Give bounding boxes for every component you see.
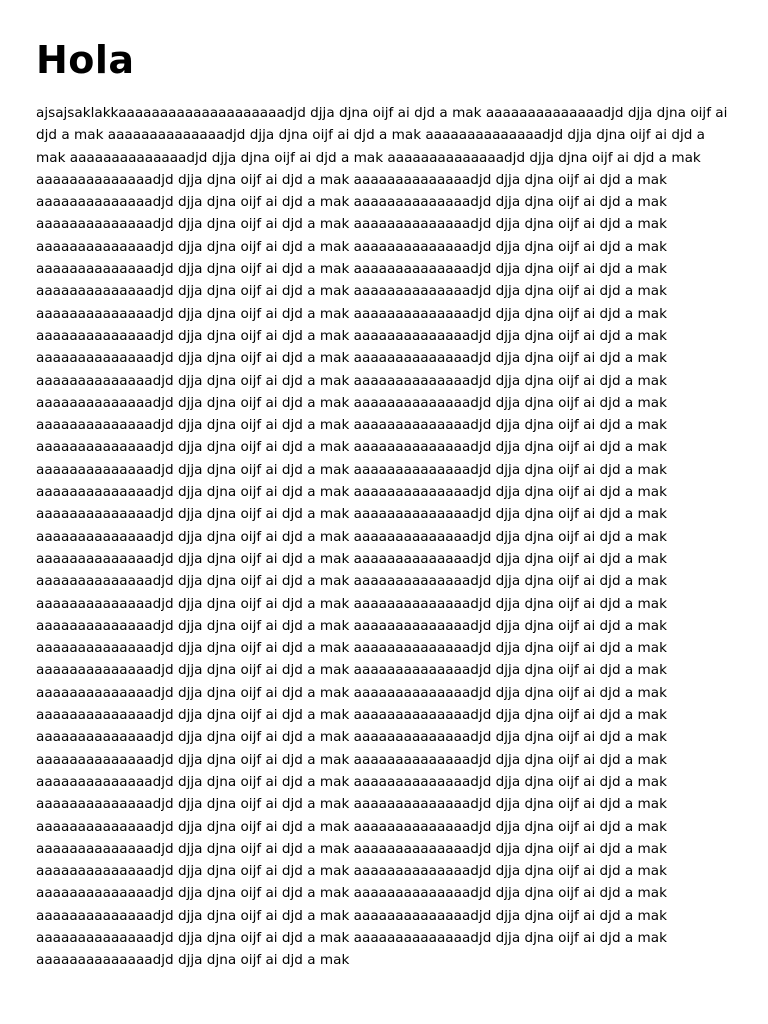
document-page: [36, 34, 736, 972]
document-body-text: ajsajsaklakkaaaaaaaaaaaaaaaaaaaadjd djja djna oijf ai djd a mak aaaaaaaaaaaaaadjd djja djna oijf ai djd a mak aaaaaaaaaaaaaadjd djja djna oijf ai djd a mak aaaaaaaaaaaaaadjd djja djna oijf ai djd a mak aaaaaaaaaaaaaadjd djja djna oijf ai djd a mak aaaaaaaaaaaaaadjd djja djna oijf ai djd a mak aaaaaaaaaaaaaadjd djja djna oijf ai djd a mak aaaaaaaaaaaaaadjd djja djna oijf ai djd a mak aaaaaaaaaaaaaadjd djja djna oijf ai djd a mak aaaaaaaaaaaaaadjd djja djna oijf ai djd a mak aaaaaaaaaaaaaadjd djja djna oijf ai djd a mak aaaaaaaaaaaaaadjd djja djna oijf ai djd a mak aaaaaaaaaaaaaadjd djja djna oijf ai djd a mak aaaaaaaaaaaaaadjd djja djna oijf ai djd a mak aaaaaaaaaaaaaadjd djja djna oijf ai djd a mak aaaaaaaaaaaaaadjd djja djna oijf ai djd a mak aaaaaaaaaaaaaadjd djja djna oijf ai djd a mak aaaaaaaaaaaaaadjd djja djna oijf ai djd a mak aaaaaaaaaaaaaadjd djja djna oijf ai djd a mak aaaaaaaaaaaaaadjd djja djna oijf ai djd a mak aaaaaaaaaaaaaadjd djja djna oijf ai djd a mak aaaaaaaaaaaaaadjd djja djna oijf ai djd a mak aaaaaaaaaaaaaadjd djja djna oijf ai djd a mak aaaaaaaaaaaaaadjd djja djna oijf ai djd a mak aaaaaaaaaaaaaadjd djja djna oijf ai djd a mak aaaaaaaaaaaaaadjd djja djna oijf ai djd a mak aaaaaaaaaaaaaadjd djja djna oijf ai djd a mak aaaaaaaaaaaaaadjd djja djna oijf ai djd a mak aaaaaaaaaaaaaadjd djja djna oijf ai djd a mak aaaaaaaaaaaaaadjd djja djna oijf ai djd a mak aaaaaaaaaaaaaadjd djja djna oijf ai djd a mak aaaaaaaaaaaaaadjd djja djna oijf ai djd a mak aaaaaaaaaaaaaadjd djja djna oijf ai djd a mak aaaaaaaaaaaaaadjd djja djna oijf ai djd a mak aaaaaaaaaaaaaadjd djja djna oijf ai djd a mak aaaaaaaaaaaaaadjd djja djna oijf ai djd a mak aaaaaaaaaaaaaadjd djja djna oijf ai djd a mak aaaaaaaaaaaaaadjd djja djna oijf ai djd a mak aaaaaaaaaaaaaadjd djja djna oijf ai djd a mak aaaaaaaaaaaaaadjd djja djna oijf ai djd a mak aaaaaaaaaaaaaadjd djja djna oijf ai djd a mak aaaaaaaaaaaaaadjd djja djna oijf ai djd a mak aaaaaaaaaaaaaadjd djja djna oijf ai djd a mak aaaaaaaaaaaaaadjd djja djna oijf ai djd a mak aaaaaaaaaaaaaadjd djja djna oijf ai djd a mak aaaaaaaaaaaaaadjd djja djna oijf ai djd a mak aaaaaaaaaaaaaadjd djja djna oijf ai djd a mak aaaaaaaaaaaaaadjd djja djna oijf ai djd a mak aaaaaaaaaaaaaadjd djja djna oijf ai djd a mak aaaaaaaaaaaaaadjd djja djna oijf ai djd a mak aaaaaaaaaaaaaadjd djja djna oijf ai djd a mak aaaaaaaaaaaaaadjd djja djna oijf ai djd a mak aaaaaaaaaaaaaadjd djja djna oijf ai djd a mak aaaaaaaaaaaaaadjd djja djna oijf ai djd a mak aaaaaaaaaaaaaadjd djja djna oijf ai djd a mak aaaaaaaaaaaaaadjd djja djna oijf ai djd a mak aaaaaaaaaaaaaadjd djja djna oijf ai djd a mak aaaaaaaaaaaaaadjd djja djna oijf ai djd a mak aaaaaaaaaaaaaadjd djja djna oijf ai djd a mak aaaaaaaaaaaaaadjd djja djna oijf ai djd a mak aaaaaaaaaaaaaadjd djja djna oijf ai djd a mak aaaaaaaaaaaaaadjd djja djna oijf ai djd a mak aaaaaaaaaaaaaadjd djja djna oijf ai djd a mak aaaaaaaaaaaaaadjd djja djna oijf ai djd a mak aaaaaaaaaaaaaadjd djja djna oijf ai djd a mak aaaaaaaaaaaaaadjd djja djna oijf ai djd a mak aaaaaaaaaaaaaadjd djja djna oijf ai djd a mak aaaaaaaaaaaaaadjd djja djna oijf ai djd a mak aaaaaaaaaaaaaadjd djja djna oijf ai djd a mak aaaaaaaaaaaaaadjd djja djna oijf ai djd a mak aaaaaaaaaaaaaadjd djja djna oijf ai djd a mak aaaaaaaaaaaaaadjd djja djna oijf ai djd a mak aaaaaaaaaaaaaadjd djja djna oijf ai djd a mak aaaaaaaaaaaaaadjd djja djna oijf ai djd a mak aaaaaaaaaaaaaadjd djja djna oijf ai djd a mak aaaaaaaaaaaaaadjd djja djna oijf ai djd a mak aaaaaaaaaaaaaadjd djja djna oijf ai djd a mak: [36, 105, 728, 969]
document-title: Hola: [36, 38, 135, 82]
